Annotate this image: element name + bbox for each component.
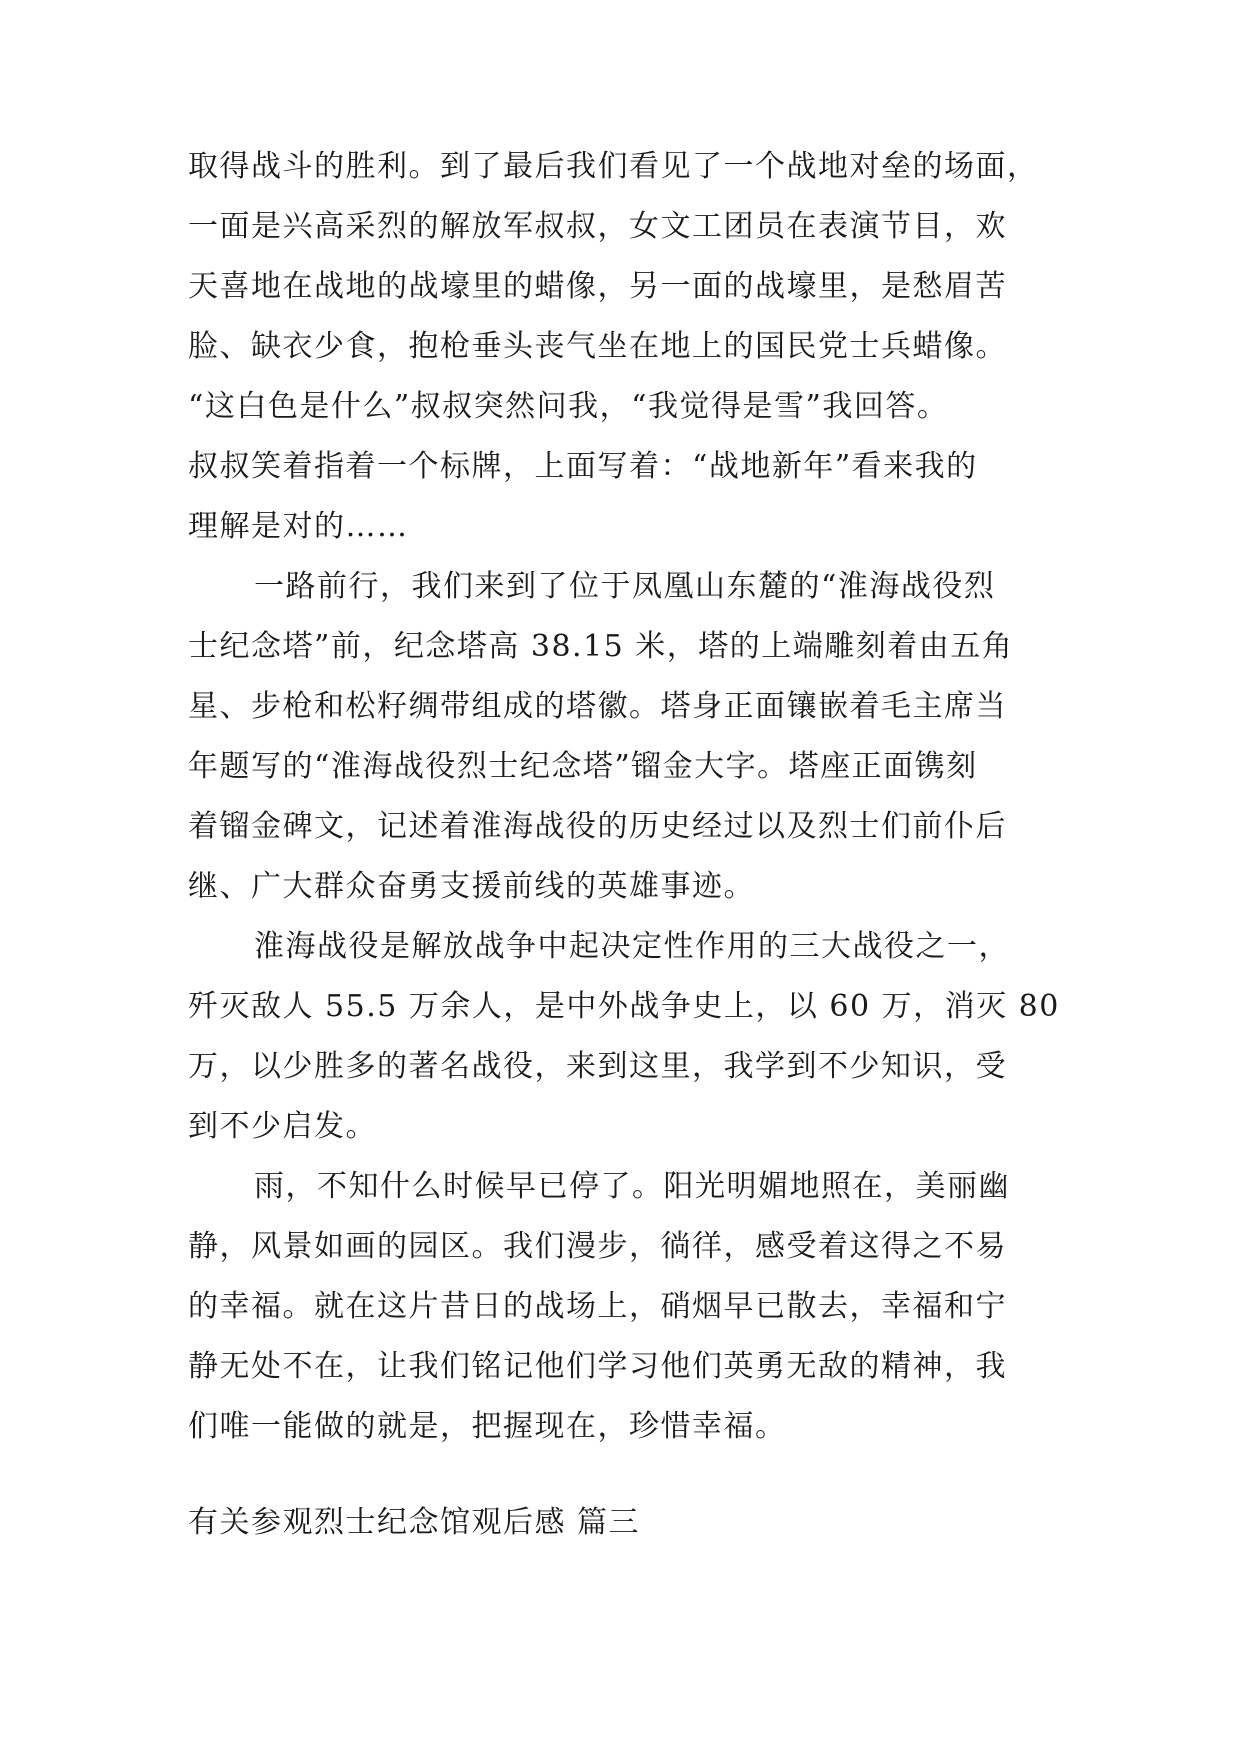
- text-line: “这白色是什么”叔叔突然问我，“我觉得是雪”我回答。: [188, 389, 949, 424]
- text-line: 歼灭敌人 55.5 万余人，是中外战争史上，以 60 万，消灭 80: [188, 989, 1060, 1024]
- text-line: 理解是对的……: [188, 509, 409, 544]
- text-line: 到不少启发。: [188, 1109, 377, 1144]
- text-line: 万，以少胜多的著名战役，来到这里，我学到不少知识，受: [188, 1049, 1007, 1084]
- text-line: 静，风景如画的园区。我们漫步，徜徉，感受着这得之不易: [188, 1229, 1007, 1264]
- text-line: 叔叔笑着指着一个标牌，上面写着：“战地新年”看来我的: [188, 449, 978, 484]
- paragraph-start-line: 雨，不知什么时候早已停了。阳光明媚地照在，美丽幽: [254, 1169, 1010, 1204]
- paragraph-start-line: 一路前行，我们来到了位于凤凰山东麓的“淮海战役烈: [254, 569, 996, 604]
- text-line: 脸、缺衣少食，抱枪垂头丧气坐在地上的国民党士兵蜡像。: [188, 329, 1007, 364]
- text-line: 年题写的“淮海战役烈士纪念塔”镏金大字。塔座正面镌刻: [188, 749, 978, 784]
- text-line: 静无处不在，让我们铭记他们学习他们英勇无敌的精神，我: [188, 1349, 1007, 1384]
- text-line: 着镏金碑文，记述着淮海战役的历史经过以及烈士们前仆后: [188, 809, 1007, 844]
- text-line: 继、广大群众奋勇支援前线的英雄事迹。: [188, 869, 755, 904]
- text-line: 取得战斗的胜利。到了最后我们看见了一个战地对垒的场面，: [188, 149, 1039, 184]
- text-line: 士纪念塔”前，纪念塔高 38.15 米，塔的上端雕刻着由五角: [188, 629, 1014, 664]
- text-line: 们唯一能做的就是，把握现在，珍惜幸福。: [188, 1409, 787, 1444]
- text-line: 星、步枪和松籽绸带组成的塔徽。塔身正面镶嵌着毛主席当: [188, 689, 1007, 724]
- text-line: 一面是兴高采烈的解放军叔叔，女文工团员在表演节目，欢: [188, 209, 1007, 244]
- section-heading: 有关参观烈士纪念馆观后感 篇三: [188, 1505, 641, 1540]
- paragraph-start-line: 淮海战役是解放战争中起决定性作用的三大战役之一，: [254, 929, 1010, 964]
- text-line: 的幸福。就在这片昔日的战场上，硝烟早已散去，幸福和宁: [188, 1289, 1007, 1324]
- text-line: 天喜地在战地的战壕里的蜡像，另一面的战壕里，是愁眉苦: [188, 269, 1007, 304]
